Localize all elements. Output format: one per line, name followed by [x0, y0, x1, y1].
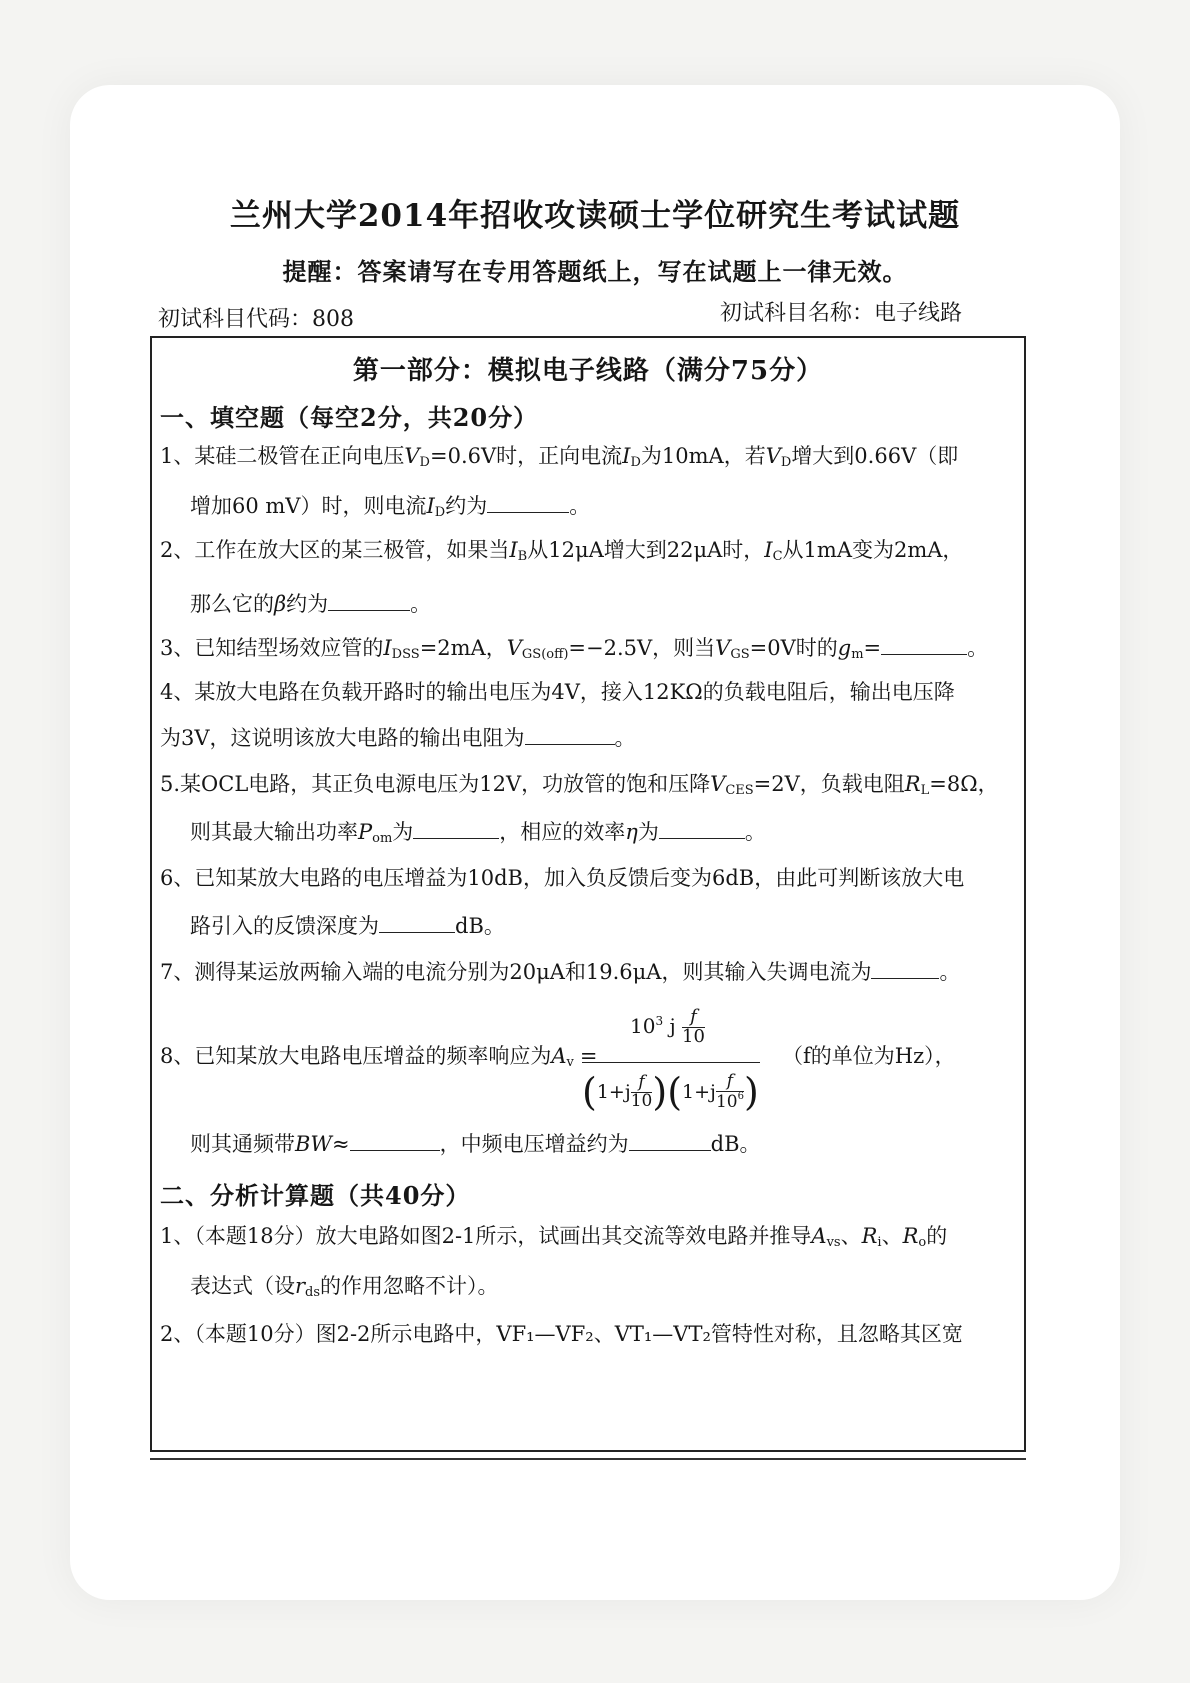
- answer-blank[interactable]: [379, 914, 455, 933]
- question-4-line-2: 为3V，这说明该放大电路的输出电阻为 。: [160, 726, 636, 750]
- answer-blank[interactable]: [413, 820, 499, 839]
- question-1-line-2: 增加60 mV）时，则电流$I_D$约为 。: [190, 494, 591, 520]
- answer-blank[interactable]: [629, 1132, 711, 1151]
- gain-formula: [582, 998, 782, 1128]
- question-6-line-1: 6、已知某放大电路的电压增益为10dB，加入负反馈后变为6dB，由此可判断该放大电: [160, 866, 965, 890]
- exam-notice: 提醒：答案请写在专用答题纸上，写在试题上一律无效。: [282, 257, 908, 286]
- question-5-line-2: 则其最大输出功率$P_{om}$为 ，相应的效率η为 。: [190, 820, 766, 846]
- formula-denominator: (1+j $\frac{f}{10}$ )(1+j $\frac{f}{10^6}$ ): [582, 1070, 759, 1114]
- answer-blank[interactable]: [881, 636, 967, 655]
- answer-blank[interactable]: [525, 726, 615, 745]
- question-8-line-2: 则其通频带BW≈ ，中频电压增益约为 dB。: [190, 1132, 761, 1156]
- question-7: 7、测得某运放两输入端的电流分别为20μA和19.6μA，则其输入失调电流为 。: [160, 960, 961, 984]
- bottom-rule: [150, 1458, 1026, 1460]
- subject-name-label: 初试科目名称：电子线路: [720, 301, 963, 326]
- question-8-line-1: 8、已知某放大电路电压增益的频率响应为$A_v$ =: [160, 1044, 598, 1070]
- formula-fraction-line: [582, 1062, 760, 1063]
- answer-blank[interactable]: [659, 820, 745, 839]
- exam-title: 兰州大学2014年招收攻读硕士学位研究生考试试题: [229, 198, 961, 234]
- question-2-line-1: 2、工作在放大区的某三极管，如果当$I_B$从12μA增大到22μA时，$I_C$从1mA变为2mA，: [160, 538, 964, 564]
- answer-blank[interactable]: [328, 592, 410, 611]
- question-6-line-2: 路引入的反馈深度为 dB。: [190, 914, 505, 938]
- question-4-line-1: 4、某放大电路在负载开路时的输出电压为4V，接入12KΩ的负载电阻后，输出电压降: [160, 680, 955, 704]
- question-frame: [150, 336, 1026, 1452]
- question-1-line-1: 1、某硅二极管在正向电压$V_D=0.6V$时，正向电流$I_D$为10mA，若$V_D$增大到0.66V（即: [160, 444, 959, 470]
- question-5-line-1: 5.某OCL电路，其正负电源电压为12V，功放管的饱和压降$V_{CES}=2V$，负载电阻$R_L=8\Omega$，: [160, 772, 999, 798]
- section-1-heading: 一、填空题（每空2分，共20分）: [160, 403, 539, 432]
- question-8-unit-note: （f的单位为Hz），: [782, 1044, 956, 1068]
- answer-blank[interactable]: [871, 960, 939, 979]
- problem-1-line-1: 1、（本题18分）放大电路如图2-1所示，试画出其交流等效电路并推导$A_{vs}$、$R_i$、$R_o$的: [160, 1224, 948, 1250]
- question-2-line-2: 那么它的β约为 。: [190, 592, 432, 616]
- part-heading: 第一部分：模拟电子线路（满分75分）: [352, 356, 824, 386]
- question-3-line-1: 3、已知结型场效应管的$I_{DSS}=2mA$，$V_{GS(off)}=-2.5V$，则当$V_{GS}=0V$时的$g_m=$ 。: [160, 636, 989, 662]
- answer-blank[interactable]: [350, 1132, 440, 1151]
- formula-numerator: $10^3$ j $\frac{f}{10}$: [630, 1006, 705, 1047]
- answer-blank[interactable]: [487, 494, 569, 513]
- subject-code-label: 初试科目代码：808: [158, 307, 354, 332]
- problem-2-line-1: 2、（本题10分）图2-2所示电路中，VF₁—VF₂、VT₁—VT₂管特性对称，且忽略其区宽: [160, 1322, 963, 1346]
- section-2-heading: 二、分析计算题（共40分）: [160, 1181, 471, 1210]
- problem-1-line-2: 表达式（设$r_{ds}$的作用忽略不计）。: [190, 1274, 499, 1300]
